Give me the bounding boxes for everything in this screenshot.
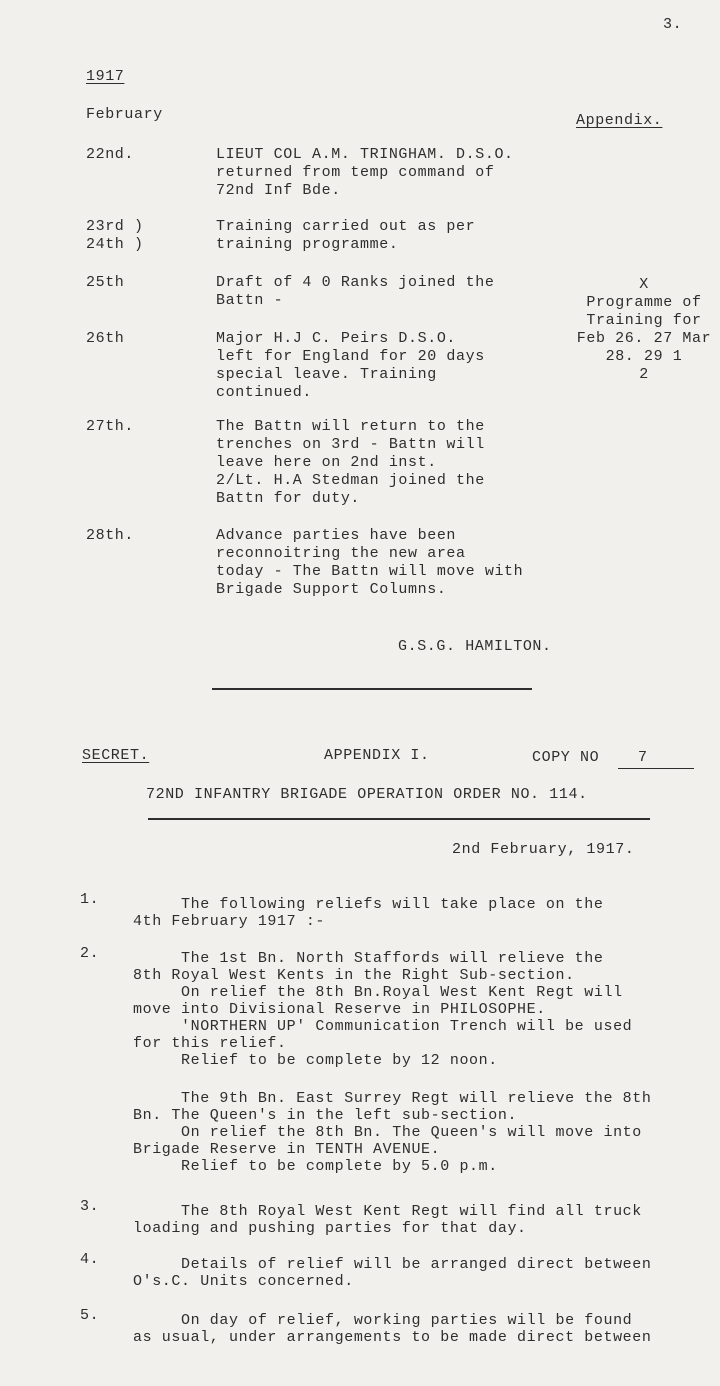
para-line: The 9th Bn. East Surrey Regt will relieve the 8th [133, 1090, 652, 1107]
entry-line: returned from temp command of [216, 164, 495, 181]
appendix-note-line: Training for [586, 312, 702, 329]
entry-line: 72nd Inf Bde. [216, 182, 341, 199]
entry-date [86, 218, 144, 254]
para-line: 4th February 1917 :- [133, 913, 326, 930]
para-line: The following reliefs will take place on the [133, 896, 604, 913]
entry-line: today - The Battn will move with [216, 563, 524, 580]
entry-text [216, 527, 523, 599]
para-line: move into Divisional Reserve in PHILOSOPHE. [133, 1001, 546, 1018]
para-line: On day of relief, working parties will be found [133, 1312, 633, 1329]
entry-line: 2/Lt. H.A Stedman joined the [216, 472, 485, 489]
para-line: 8th Royal West Kents in the Right Sub-section. [133, 967, 575, 984]
entry-date-line: 23rd ) [86, 218, 144, 235]
entry-line: Battn for duty. [216, 490, 361, 507]
entry-line: LIEUT COL A.M. TRINGHAM. D.S.O. [216, 146, 514, 163]
para-line: as usual, under arrangements to be made direct between [133, 1329, 652, 1346]
para-number: 1. [80, 891, 100, 908]
entry-line: special leave. Training [216, 366, 437, 383]
appendix-note-line: X [639, 276, 649, 293]
para-line: On relief the 8th Bn. The Queen's will move into [133, 1124, 642, 1141]
para-line: Brigade Reserve in TENTH AVENUE. [133, 1141, 441, 1158]
para-line: The 1st Bn. North Staffords will relieve the [133, 950, 604, 967]
diary-year: 1917 [86, 68, 125, 85]
para-line: O's.C. Units concerned. [133, 1273, 354, 1290]
entry-line: continued. [216, 384, 313, 401]
entry-date: 25th [86, 274, 125, 291]
paragraph [133, 1203, 642, 1237]
paragraph [133, 1256, 651, 1290]
entry-text [216, 146, 514, 200]
para-line: Bn. The Queen's in the left sub-section. [133, 1107, 518, 1124]
order-title: 72ND INFANTRY BRIGADE OPERATION ORDER NO. 114. [146, 786, 588, 803]
order-date: 2nd February, 1917. [452, 841, 635, 858]
para-line: The 8th Royal West Kent Regt will find all truck [133, 1203, 642, 1220]
entry-text [216, 274, 494, 310]
entry-line: reconnoitring the new area [216, 545, 466, 562]
para-line: Details of relief will be arranged direct between [133, 1256, 652, 1273]
entry-line: trenches on 3rd - Battn will [216, 436, 485, 453]
order-appendix: APPENDIX I. [324, 747, 430, 764]
entry-date-line: 24th ) [86, 236, 144, 253]
para-line: 'NORTHERN UP' Communication Trench will be used [133, 1018, 633, 1035]
entry-text [216, 330, 485, 402]
appendix-note-line: Programme of [586, 294, 702, 311]
entry-line: Advance parties have been [216, 527, 457, 544]
entry-line: Major H.J C. Peirs D.S.O. [216, 330, 457, 347]
copy-underline [618, 768, 694, 769]
paragraph [133, 1090, 651, 1175]
entry-line: Training carried out as per [216, 218, 476, 235]
entry-date: 26th [86, 330, 125, 347]
copy-number: 7 [638, 749, 648, 766]
entry-line: training programme. [216, 236, 399, 253]
signature: G.S.G. HAMILTON. [398, 638, 552, 655]
entry-line: Draft of 4 0 Ranks joined the [216, 274, 495, 291]
para-line: On relief the 8th Bn.Royal West Kent Regt will [133, 984, 623, 1001]
entry-text [216, 218, 475, 254]
para-number: 2. [80, 945, 100, 962]
entry-line: Brigade Support Columns. [216, 581, 447, 598]
para-line: for this relief. [133, 1035, 287, 1052]
entry-line: left for England for 20 days [216, 348, 485, 365]
paragraph [133, 896, 603, 930]
appendix-note-line: 28. 29 1 [605, 348, 683, 365]
entry-text [216, 418, 485, 508]
paragraph [133, 1312, 651, 1346]
para-line: loading and pushing parties for that day. [133, 1220, 527, 1237]
entry-line: The Battn will return to the [216, 418, 485, 435]
appendix-note [576, 276, 712, 384]
entry-date: 28th. [86, 527, 135, 544]
page-number: 3. [663, 16, 683, 33]
para-line: Relief to be complete by 5.0 p.m. [133, 1158, 498, 1175]
classification: SECRET. [82, 747, 150, 764]
entry-date: 27th. [86, 418, 135, 435]
entry-line: leave here on 2nd inst. [216, 454, 437, 471]
copy-label: COPY NO [532, 749, 600, 766]
appendix-header: Appendix. [576, 112, 663, 129]
divider [212, 688, 532, 690]
para-line: Relief to be complete by 12 noon. [133, 1052, 498, 1069]
para-number: 5. [80, 1307, 100, 1324]
title-rule [148, 818, 650, 820]
entry-date: 22nd. [86, 146, 135, 163]
appendix-note-line: Feb 26. 27 Mar [576, 330, 712, 347]
para-number: 3. [80, 1198, 100, 1215]
appendix-note-line: 2 [639, 366, 649, 383]
paragraph [133, 950, 632, 1069]
diary-month: February [86, 106, 163, 123]
entry-line: Battn - [216, 292, 284, 309]
para-number: 4. [80, 1251, 100, 1268]
